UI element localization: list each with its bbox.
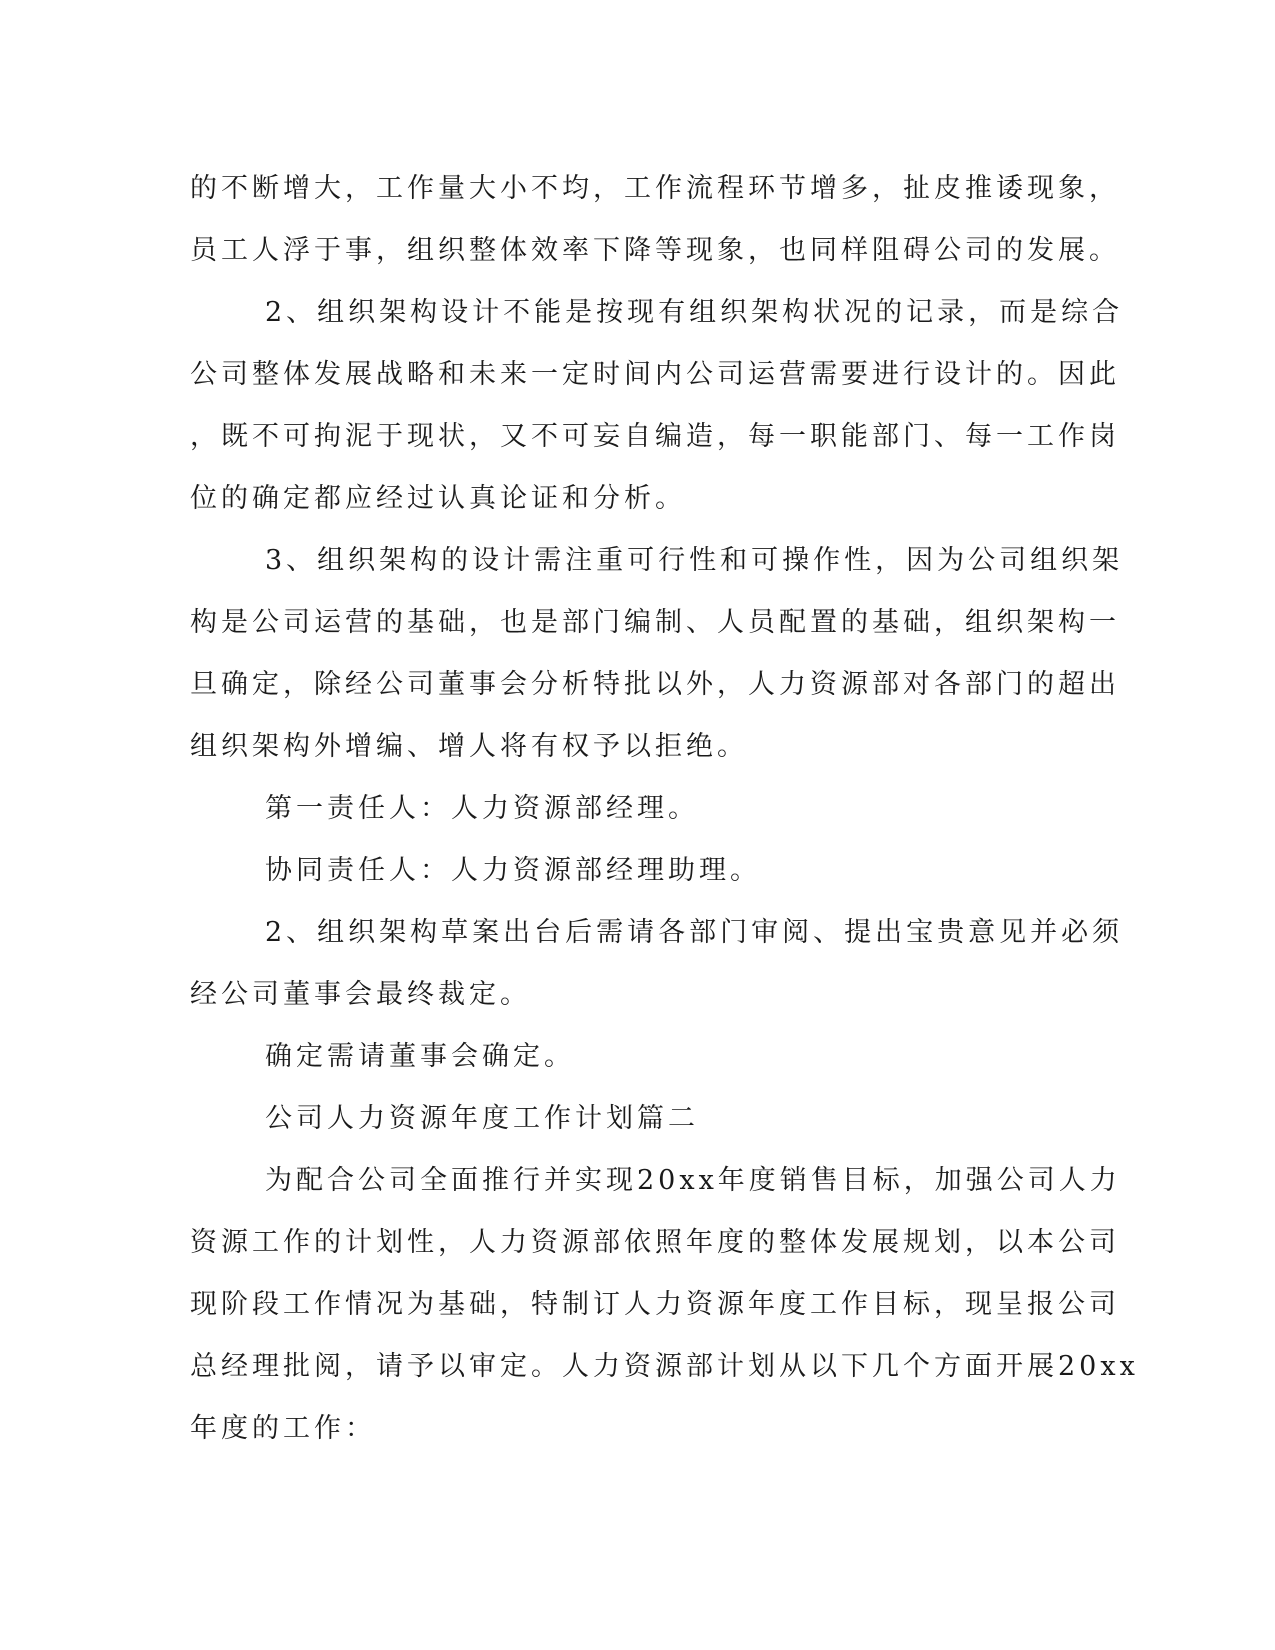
text-line: 确定需请董事会确定。 [265, 1041, 575, 1072]
text-line: 2、组织架构草案出台后需请各部门审阅、提出宝贵意见并必须 [265, 917, 1124, 948]
text-line: 经公司董事会最终裁定。 [190, 979, 531, 1010]
text-line: 公司人力资源年度工作计划篇二 [265, 1103, 699, 1134]
text-line: 组织架构外增编、增人将有权予以拒绝。 [190, 731, 748, 762]
text-line: 的不断增大，工作量大小不均，工作流程环节增多，扯皮推诿现象， [190, 173, 1120, 204]
text-line: 构是公司运营的基础，也是部门编制、人员配置的基础，组织架构一 [190, 607, 1120, 638]
text-line: 公司整体发展战略和未来一定时间内公司运营需要进行设计的。因此 [190, 359, 1120, 390]
text-line: 协同责任人：人力资源部经理助理。 [265, 855, 761, 886]
text-line: 位的确定都应经过认真论证和分析。 [190, 483, 686, 514]
text-line: ，既不可拘泥于现状，又不可妄自编造，每一职能部门、每一工作岗 [190, 421, 1120, 452]
text-line: 旦确定，除经公司董事会分析特批以外，人力资源部对各部门的超出 [190, 669, 1120, 700]
text-line: 年度的工作： [190, 1413, 376, 1444]
document-body [190, 158, 1139, 1460]
text-line: 第一责任人：人力资源部经理。 [265, 793, 699, 824]
text-line: 为配合公司全面推行并实现20xx年度销售目标，加强公司人力 [265, 1165, 1121, 1196]
text-line: 员工人浮于事，组织整体效率下降等现象，也同样阻碍公司的发展。 [190, 235, 1120, 266]
text-line: 总经理批阅，请予以审定。人力资源部计划从以下几个方面开展20xx [190, 1351, 1139, 1382]
text-line: 3、组织架构的设计需注重可行性和可操作性，因为公司组织架 [265, 545, 1124, 576]
text-line: 现阶段工作情况为基础，特制订人力资源年度工作目标，现呈报公司 [190, 1289, 1120, 1320]
text-line: 2、组织架构设计不能是按现有组织架构状况的记录，而是综合 [265, 297, 1124, 328]
text-line: 资源工作的计划性，人力资源部依照年度的整体发展规划，以本公司 [190, 1227, 1120, 1258]
